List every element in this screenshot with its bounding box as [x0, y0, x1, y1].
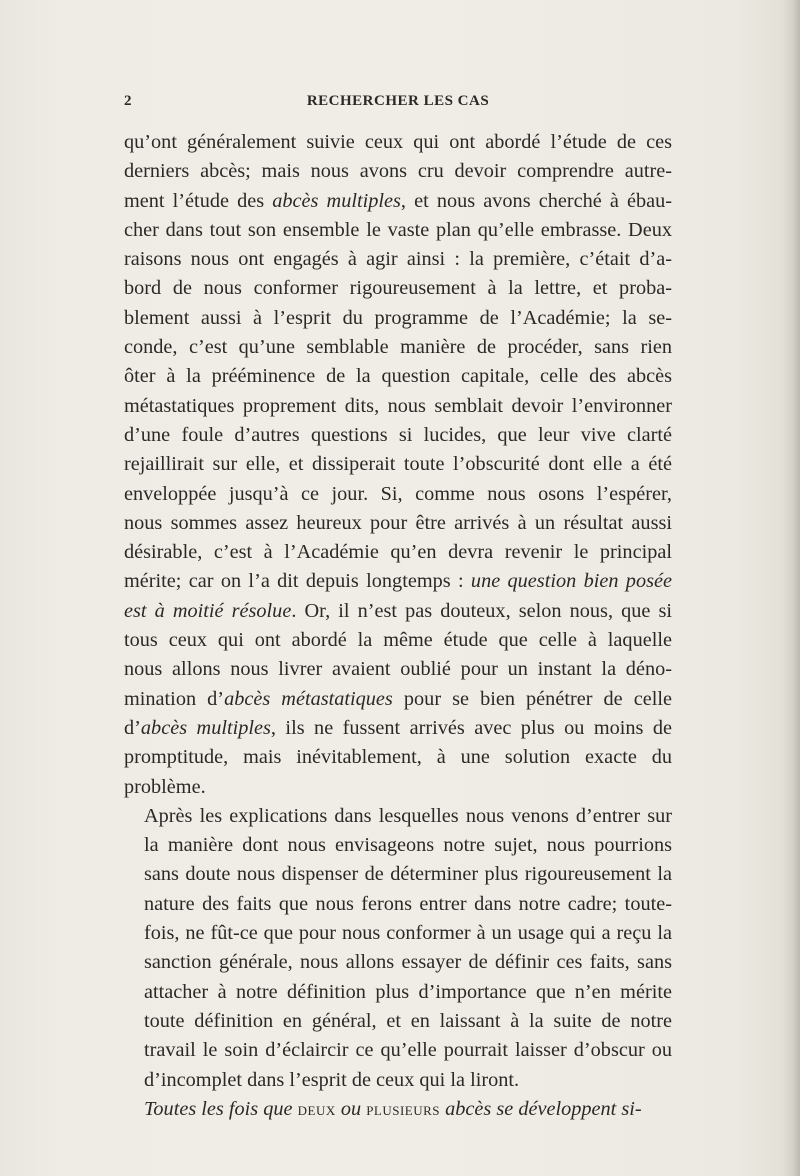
- text-line: [124, 714, 672, 743]
- text-line: d’une foule d’autres questions si lucides, que leur vive clarté: [124, 423, 672, 446]
- text-segment: . Or, il n’est pas douteux, selon nous, que si: [291, 599, 673, 622]
- text-line: sanction générale, nous allons essayer de définir ces faits, sans: [144, 951, 672, 974]
- text-line: la manière dont nous envisageons notre sujet, nous pourrions: [144, 834, 672, 857]
- text-line: raisons nous ont engagés à agir ainsi : la première, c’était d’a-: [124, 248, 672, 271]
- paragraph-2: [124, 802, 672, 1095]
- text-line: nous allons nous livrer avaient oublié pour un instant la déno-: [124, 658, 672, 681]
- text-line: attacher à notre définition plus d’importance que n’en mérite: [144, 980, 672, 1003]
- text-line: d’incomplet dans l’esprit de ceux qui la liront.: [144, 1068, 520, 1091]
- text-line: problème.: [124, 775, 206, 798]
- text-line: [124, 685, 672, 714]
- text-line: [124, 187, 672, 216]
- text-line: [124, 597, 672, 626]
- text-line: cher dans tout son ensemble le vaste plan qu’elle embrasse. Deux: [124, 218, 672, 241]
- text-segment: mérite; car on l’a dit depuis longtemps :: [124, 570, 471, 593]
- text-line: [124, 567, 672, 596]
- paragraph-3-italic-2: ou: [340, 1097, 362, 1120]
- text-line: nous sommes assez heureux pour être arrivés à un résultat aussi: [124, 511, 672, 534]
- text-line: qu’ont généralement suivie ceux qui ont abordé l’étude de ces: [124, 131, 672, 153]
- paragraph-3-smallcaps-1: deux: [297, 1098, 336, 1120]
- text-line: bord de nous conformer rigoureusement à la lettre, et proba-: [124, 277, 672, 300]
- text-segment: , et nous avons cherché à ébau-: [400, 189, 673, 212]
- paragraph-1: [124, 128, 672, 802]
- text-line: blement aussi à l’esprit du programme de l’Académie; la se-: [124, 306, 672, 329]
- body-text: [124, 128, 672, 1124]
- text-line: toute définition en général, et en laissant à la suite de notre: [144, 1009, 672, 1032]
- text-line: sans doute nous dispenser de déterminer plus rigoureusement la: [144, 863, 672, 886]
- text-segment: , ils ne fussent arrivés avec plus ou moins de: [270, 716, 673, 739]
- page-edge-shadow: [782, 0, 800, 1176]
- text-line: derniers abcès; mais nous avons cru devoir comprendre autre-: [124, 160, 672, 183]
- italic-segment: est à moitié résolue: [124, 599, 292, 622]
- text-line: désirable, c’est à l’Académie qu’en devra revenir le principal: [124, 541, 672, 564]
- text-segment: d’: [124, 716, 141, 739]
- text-segment: mination d’: [124, 687, 225, 710]
- running-header: [124, 93, 672, 117]
- text-line: fois, ne fût-ce que pour nous conformer à un usage qui a reçu la: [144, 922, 672, 945]
- text-line: travail le soin d’éclaircir ce qu’elle pourrait laisser d’obscur ou: [144, 1039, 672, 1062]
- text-line: Après les explications dans lesquelles nous venons d’entrer sur: [144, 804, 672, 827]
- italic-segment: abcès multiples: [140, 716, 271, 739]
- running-title: RECHERCHER LES CAS: [306, 93, 490, 109]
- text-line: enveloppée jusqu’à ce jour. Si, comme nous osons l’espérer,: [124, 482, 672, 505]
- page-number: 2: [124, 93, 132, 109]
- paragraph-3-italic-1: Toutes les fois que: [144, 1097, 293, 1120]
- text-line: ôter à la prééminence de la question capitale, celle des abcès: [124, 365, 672, 388]
- italic-segment: abcès multiples: [272, 189, 401, 212]
- italic-segment: une question bien posée: [470, 570, 672, 593]
- text-line: conde, c’est qu’une semblable manière de procéder, sans rien: [124, 336, 672, 359]
- paragraph-3-smallcaps-2: plusieurs: [366, 1098, 441, 1120]
- text-line: promptitude, mais inévitablement, à une solution exacte du: [124, 746, 672, 769]
- text-line: tous ceux qui ont abordé la même étude que celle à laquelle: [124, 629, 672, 652]
- text-line: métastatiques proprement dits, nous semblait devoir l’environner: [124, 394, 672, 417]
- italic-segment: abcès métastatiques: [224, 687, 393, 710]
- text-line: rejaillirait sur elle, et dissiperait toute l’obscurité dont elle a été: [124, 453, 672, 476]
- paragraph-3: [124, 1095, 672, 1124]
- text-line: nature des faits que nous ferons entrer dans notre cadre; toute-: [144, 892, 672, 915]
- text-segment: ment l’étude des: [124, 189, 273, 212]
- text-segment: pour se bien pénétrer de celle: [392, 687, 672, 710]
- paragraph-3-italic-3: abcès se développent si-: [445, 1097, 642, 1120]
